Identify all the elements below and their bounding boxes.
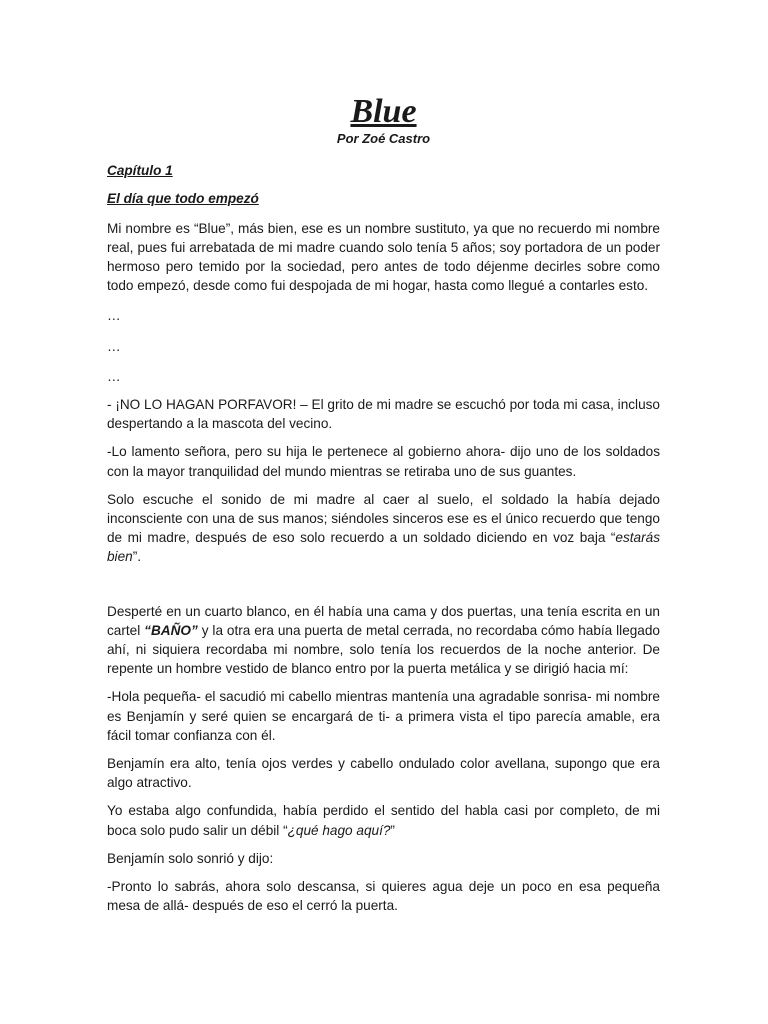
author-byline: Por Zoé Castro (336, 131, 431, 146)
document-body (107, 92, 660, 916)
paragraph-10: -Pronto lo sabrás, ahora solo descansa, si quieres agua deje un poco en esa pequeña mesa de allá- después de eso el cerró la puerta. (107, 879, 660, 914)
paragraph-6: -Hola pequeña- el sacudió mi cabello mientras mantenía una agradable sonrisa- mi nombre es Benjamín y seré quien se encargará de ti- a primera vista el tipo parecía amable, era fácil tomar confianza con él. (107, 689, 660, 743)
paragraph-8-italic: ¿qué hago aquí? (287, 822, 391, 838)
chapter-subtitle: El día que todo empezó (107, 191, 259, 207)
paragraph-4 (107, 490, 660, 567)
paragraph-8-end: ” (390, 822, 395, 838)
section-spacer (107, 567, 660, 593)
ellipsis-3: … (107, 368, 121, 384)
ellipsis-1: … (107, 308, 121, 324)
document-title: Blue (350, 93, 417, 130)
paragraph-4-end: ”. (132, 549, 142, 565)
paragraph-9: Benjamín solo sonrió y dijo: (107, 850, 274, 866)
chapter-heading: Capítulo 1 (107, 163, 173, 179)
ellipsis-2: … (107, 338, 121, 354)
paragraph-1: Mi nombre es “Blue”, más bien, ese es un nombre sustituto, ya que no recuerdo mi nombre real, pues fui arrebatada de mi madre cuando solo tenía 5 años; soy portadora de un poder hermoso pero temido por la sociedad, pero antes de todo déjenme decirles sobre como todo empezó, desde como fui despojada de mi hogar, hasta como llegué a contarles esto. (107, 220, 660, 294)
paragraph-8 (107, 801, 660, 839)
paragraph-3: -Lo lamento señora, pero su hija le pertenece al gobierno ahora- dijo uno de los soldados con la mayor tranquilidad del mundo mientras se retiraba uno de sus guantes. (107, 444, 660, 479)
paragraph-5-text: Desperté en un cuarto blanco, en él había una cama y dos puertas, una tenía escrita en un cartel (107, 603, 660, 638)
paragraph-5-bold: “BAÑO” (144, 622, 198, 638)
paragraph-8-text: Yo estaba algo confundida, había perdido el sentido del habla casi por completo, de mi boca solo pudo salir un débil “ (107, 803, 660, 838)
paragraph-2: - ¡NO LO HAGAN PORFAVOR! – El grito de mi madre se escuchó por toda mi casa, incluso despertando a la mascota del vecino. (107, 397, 660, 432)
paragraph-5 (107, 602, 660, 679)
paragraph-5-end: y la otra era una puerta de metal cerrada, no recordaba cómo había llegado ahí, ni siquiera recordaba mi nombre, solo tenía los recuerdos de la noche anterior. De repente un hombre vestido de blanco entro por la puerta metálica y se dirigió hacia mí: (107, 622, 660, 677)
paragraph-4-italic: estarás bien (107, 530, 660, 565)
paragraph-4-text: Solo escuche el sonido de mi madre al caer al suelo, el soldado la había dejado inconsciente con una de sus manos; siéndoles sinceros ese es el único recuerdo que tengo de mi madre, después de eso solo recuerdo a un soldado diciendo en voz baja “ (107, 491, 660, 546)
paragraph-7: Benjamín era alto, tenía ojos verdes y cabello ondulado color avellana, supongo que era algo atractivo. (107, 756, 660, 791)
